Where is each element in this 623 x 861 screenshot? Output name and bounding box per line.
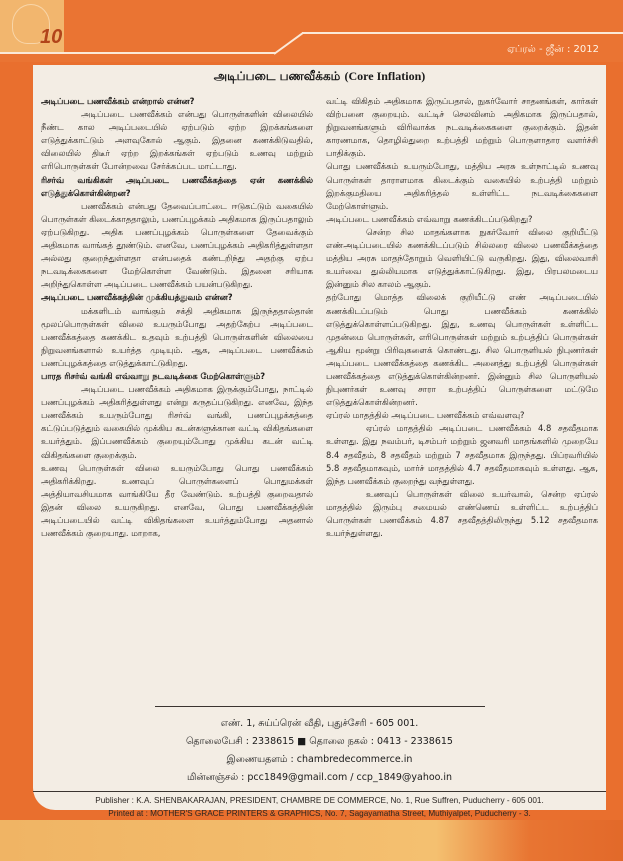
publisher-line: Publisher : K.A. SHENBAKARAJAN, PRESIDENT, CHAMBRE DE COMMERCE, No. 1, Rue Suffren, Puducherry - 605 001. — [95, 796, 544, 805]
section-subheading: ஏப்ரல் மாதத்தில் அடிப்படை பணவீக்கம் எவ்வளவு? — [326, 410, 525, 421]
body-paragraph: வட்டி விகிதம் அதிகமாக இருப்பதால், நுகர்வோர் சாதனங்கள், கார்கள் விற்பனை குறையும். வட்டிச் செலவினம் அதிகமாக இருப்பதால், நிறுவனங்களும் விரிவாக்க நடவடிக்கைகளை குறைக்கும். இதன் காரணமாக, தொழில்துறை உற்பத்தி மற்றும் பொருளாதார வளர்ச்சி பாதிக்கும். — [326, 96, 598, 159]
body-paragraph: தற்போது மொத்த விலைக் குறியீட்டு எண் அடிப்படையில் கணக்கிடப்படும் பொது பணவீக்கம் கணக்கில் எடுத்துக்கொள்ளப்படுகிறது. இது, உணவு பொருள்கள் உள்ளிட்ட முதன்மை பொருள்கள், எரிபொருள்கள் மற்றும் உற்பத்திப் பொருள்கள் ஆகிய மூன்று பிரிவுகளைக் கொண்டது. சில பொருளியல் நிபுணர்கள் அடிப்படை பணவீக்கத்தை கணக்கிட அனைத்து உற்பத்தி பொருள்கள் பணவீக்கத்தை எடுத்துக்கொள்கின்றனர். இன்னும் சில பொருளியல் நிபுணர்கள் உணவு சாரா உற்பத்திப் பொருள்களை மட்டுமே எடுத்துக்கொள்கின்றனர். — [326, 292, 598, 408]
footer-band — [0, 820, 623, 861]
header-rule-right — [302, 32, 623, 34]
page-number: 10 — [40, 26, 63, 48]
contact-divider-top — [155, 706, 485, 707]
section-heading: அடிப்படை பணவீக்கத்தின் முக்கியத்துவம் என்ன? — [41, 292, 233, 303]
contact-address: எண். 1, சுய்ப்ரென் வீதி, புதுச்சேரி - 605 001. — [220, 718, 419, 729]
contact-divider-bottom — [33, 791, 606, 792]
body-paragraph: சென்ற சில மாதங்களாக நுகர்வோர் விலை குறியீட்டு எண்அடிப்படையில் கணக்கிடப்படும் சில்லரை விலை பணவீக்கத்தை மத்திய அரசு மாதந்தோறும் வெளியிட்டு வருகிறது. இது, விலைவாசி உயர்வை துல்லியமாக எடுத்துக்காட்டுகிறது. இது, பிரபலமடைய இன்னும் சில காலம் ஆகும். — [326, 226, 598, 290]
section-heading: அடிப்படை பணவீக்கம் என்றால் என்ன? — [41, 96, 195, 106]
section-subheading: அடிப்படை பணவீக்கம் எவ்வாறு கணக்கிடப்படுகிறது? — [326, 213, 533, 224]
contact-email: மின்னஞ்சல் : pcc1849@gmail.com / ccp_1849@yahoo.in — [187, 772, 452, 783]
contact-phone: தொலைபேசி : 2338615 ■ தொலை நகல் : 0413 - 2338615 — [186, 736, 453, 747]
body-paragraph: உணவு பொருள்கள் விலை உயரும்போது பொது பணவீக்கம் அதிகரிக்கிறது. உணவுப் பொருள்களைப் பொதுமக்கள் அத்தியாவசியமாக வாங்கியே தீர வேண்டும். உற்பத்தி குறைவதால் இதன் விலை உயருகிறது. எனவே, பொது பணவீக்கத்தின் அடிப்படையில் வட்டி விகிதங்களை உயர்த்தும்போது அதனால் பணவீக்கம் குறையாது. மாறாக, — [41, 462, 313, 539]
body-paragraph: பணவீக்கம் என்பது தேவைப்பாட்டை ஈடுகட்டும் வகையில் பொருள்கள் கிடைக்காததாலும், பணப்புழக்கம் அதிகமாக இருப்பதாலும் ஏற்படுகிறது. அதிக பணப்புழக்கம் பொருள்களை தேவைக்கும் அதிகமாக வாங்கத் தூண்டும். எனவே, பணப்புழக்கம் அதிகரித்துள்ளதா அல்லது குறைந்துள்ளதா என்பதைக் கண்டறிந்து அதற்கு ஏற்ப நடவடிக்கைகளை மேற்கொள்ள வேண்டும். இதனை சரியாக அறிந்துகொள்ள அடிப்படை பணவீக்கம் பயன்படுகிறது. — [41, 200, 313, 290]
body-paragraph: அடிப்படை பணவீக்கம் என்பது பொருள்களின் விலையில் நீண்ட கால அடிப்படையில் ஏற்படும் ஏற்ற இறக்கங்களை எடுத்துக்காட்டும் அளவுகோல் ஆகும். இதனை கணக்கிடுவதில், விலையில் திடீர் ஏற்ற இறக்கங்கள் ஏற்படும் உணவு மற்றும் எரிபொருள்கள் போன்றவை சேர்க்கப்பட மாட்டாது. — [41, 109, 313, 172]
right-column — [326, 95, 598, 540]
body-paragraph: மக்களிடம் வாங்கும் சக்தி அதிகமாக இருந்ததால்தான் மூலப்பொருள்கள் விலை உயரும்போது அதற்கேற்ப அடிப்படை பணவீக்கத்தை கணக்கிட உதவும் உற்பத்தி பொருள்களின் விலையை நிறுவனங்களால் உயர்த்த முடியும். ஆக, அடிப்படை பணவீக்கம் பணப்புழக்கத்தை எடுத்துக்காட்டுகிறது. — [41, 305, 313, 368]
left-column — [41, 95, 313, 540]
section-heading: ரிசர்வ் வங்கிகள் அடிப்படை பணவீக்கத்தை ஏன் கணக்கில் எடுத்துக்கொள்கின்றன? — [41, 174, 313, 198]
article-title — [33, 69, 606, 85]
body-paragraph: பொது பணவீக்கம் உயரும்போது, மத்திய அரசு உள்நாட்டில் உணவு பொருள்கள் தாராளமாக கிடைக்கும் வகையில் உற்பத்தி மற்றும் இறக்குமதியை அதிகரித்தல் உள்ளிட்ட நடவடிக்கைகளை மேற்கொள்ளும். — [326, 161, 598, 211]
section-heading: பாரத ரிசர்வ் வங்கி எவ்வாறு நடவடிக்கை மேற்கொள்ளும்? — [41, 370, 266, 381]
header-rule-left — [0, 52, 276, 54]
contact-block — [33, 715, 606, 787]
article-title-english: (Core Inflation) — [344, 69, 426, 83]
body-paragraph: ஏப்ரல் மாதத்தில் அடிப்படை பணவீக்கம் 4.8 சதவீதமாக உள்ளது. இது நவம்பர், டிசம்பர் மற்றும் ஜனவரி மாதங்களில் முறையே 8.4 சதவீதம், 8 சதவீதம் மற்றும் 7 சதவீதமாக இருந்தது. பிப்ரவரியில் 5.8 சதவீதமாகவும், மார்ச் மாதத்தில் 4.7 சதவீதமாகவும் உள்ளது. ஆக, இந்த பணவீக்கம் குறைந்து வந்துள்ளது. — [326, 423, 598, 486]
printer-line: Printed at : MOTHER'S GRACE PRINTERS & GRAPHICS, No. 7, Sagayamatha Street, Muthiyalpet, Puducherry - 3. — [108, 809, 531, 818]
contact-website: இணையதளம் : chambredecommerce.in — [226, 754, 413, 765]
body-paragraph: அடிப்படை பணவீக்கம் அதிகமாக இருக்கும்போது, நாட்டில் பணப்புழக்கம் அதிகரித்துள்ளது என்று கருதப்படுகிறது. எனவே, இந்த பணவீக்கம் உயரும்போது ரிசர்வ் வங்கி, பணப்புழக்கத்தை கட்டுப்படுத்தும் வகையில் முக்கிய கடன்களுக்கான வட்டி விகிதங்களை உயர்த்தும். இப்பணவீக்கம் குறையும்போது முக்கிய கடன் வட்டி விகிதங்களை குறைக்கும். — [41, 384, 313, 460]
article-panel — [33, 65, 606, 818]
body-paragraph: உணவுப் பொருள்கள் விலை உயர்வால், சென்ற ஏப்ரல் மாதத்தில் இரும்பு சமையல் எண்ணெய் உள்ளிட்ட உற்பத்திப் பொருள்கள் பணவீக்கம் 4.87 சதவீதத்திலிருந்து 5.12 சதவீதமாக உயர்ந்துள்ளது. — [326, 488, 598, 539]
imprint-block — [33, 794, 606, 820]
article-title-tamil: அடிப்படை பணவீக்கம் — [213, 69, 341, 83]
issue-date: ஏப்ரல் - ஜீன் : 2012 — [507, 44, 599, 55]
